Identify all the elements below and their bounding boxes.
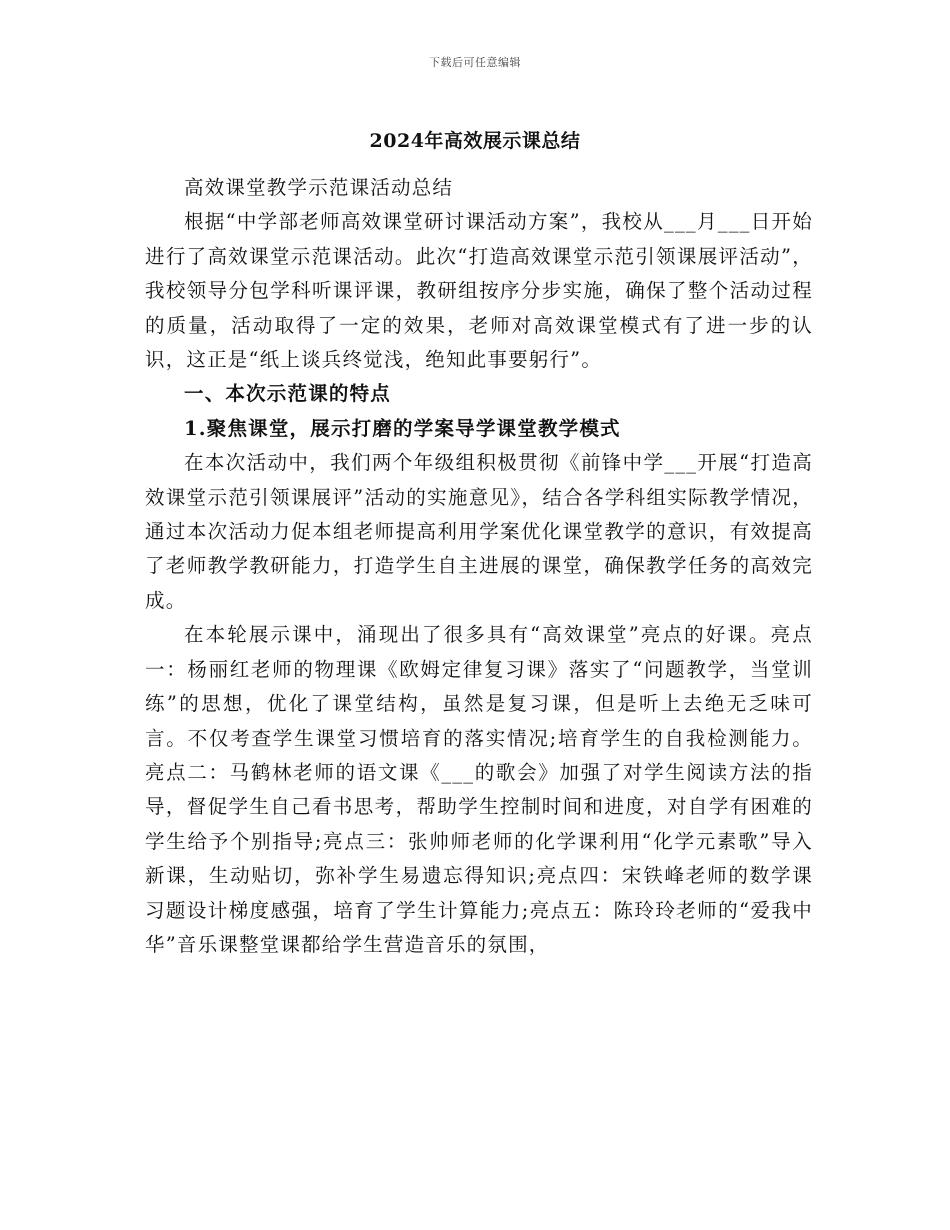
section-heading: 一、本次示范课的特点: [184, 382, 392, 406]
body-paragraph: 在本轮展示课中，涌现出了很多具有“高效课堂”亮点的好课。亮点一：杨丽红老师的物理课《欧姆定律复习课》落实了“问题教学，当堂训练”的思想，优化了课堂结构，虽然是复习课，但是听上去绝无乏味可言。不仅考查学生课堂习惯培育的落实情况;培育学生的自我检测能力。亮点二：马鹤林老师的语文课《___的歌会》加强了对学生阅读方法的指导，督促学生自己看书思考，帮助学生控制时间和进度，对自学有困难的学生给予个别指导;亮点三：张帅师老师的化学课利用“化学元素歌”导入新课，生动贴切，弥补学生易遗忘得知识;亮点四：宋铁峰老师的数学课习题设计梯度感强，培育了学生计算能力;亮点五：陈玲玲老师的“爱我中华”音乐课整堂课都给学生营造音乐的氛围，: [145, 623, 813, 956]
subtitle-paragraph: 高效课堂教学示范课活动总结: [184, 176, 454, 199]
subsection-heading: 1.聚焦课堂，展示打磨的学案导学课堂教学模式: [184, 416, 621, 440]
intro-paragraph: 根据“中学部老师高效课堂研讨课活动方案”，我校从___月___日开始进行了高效课堂示范课活动。此次“打造高效课堂示范引领课展评活动”，我校领导分包学科听课评课，教研组按序分步实施，确保了整个活动过程的质量，活动取得了一定的效果，老师对高效课堂模式有了进一步的认识，这正是“纸上谈兵终觉浅，绝知此事要躬行”。: [145, 210, 813, 372]
document-body: [145, 171, 813, 962]
header-note: 下载后可任意编辑: [429, 56, 521, 69]
body-paragraph: 在本次活动中，我们两个年级组积极贯彻《前锋中学___开展“打造高效课堂示范引领课展评”活动的实施意见》，结合各学科组实际教学情况，通过本次活动力促本组老师提高利用学案优化课堂教学的意识，有效提高了老师教学教研能力，打造学生自主进展的课堂，确保教学任务的高效完成。: [145, 451, 813, 612]
document-title: 2024年高效展示课总结: [369, 130, 581, 152]
